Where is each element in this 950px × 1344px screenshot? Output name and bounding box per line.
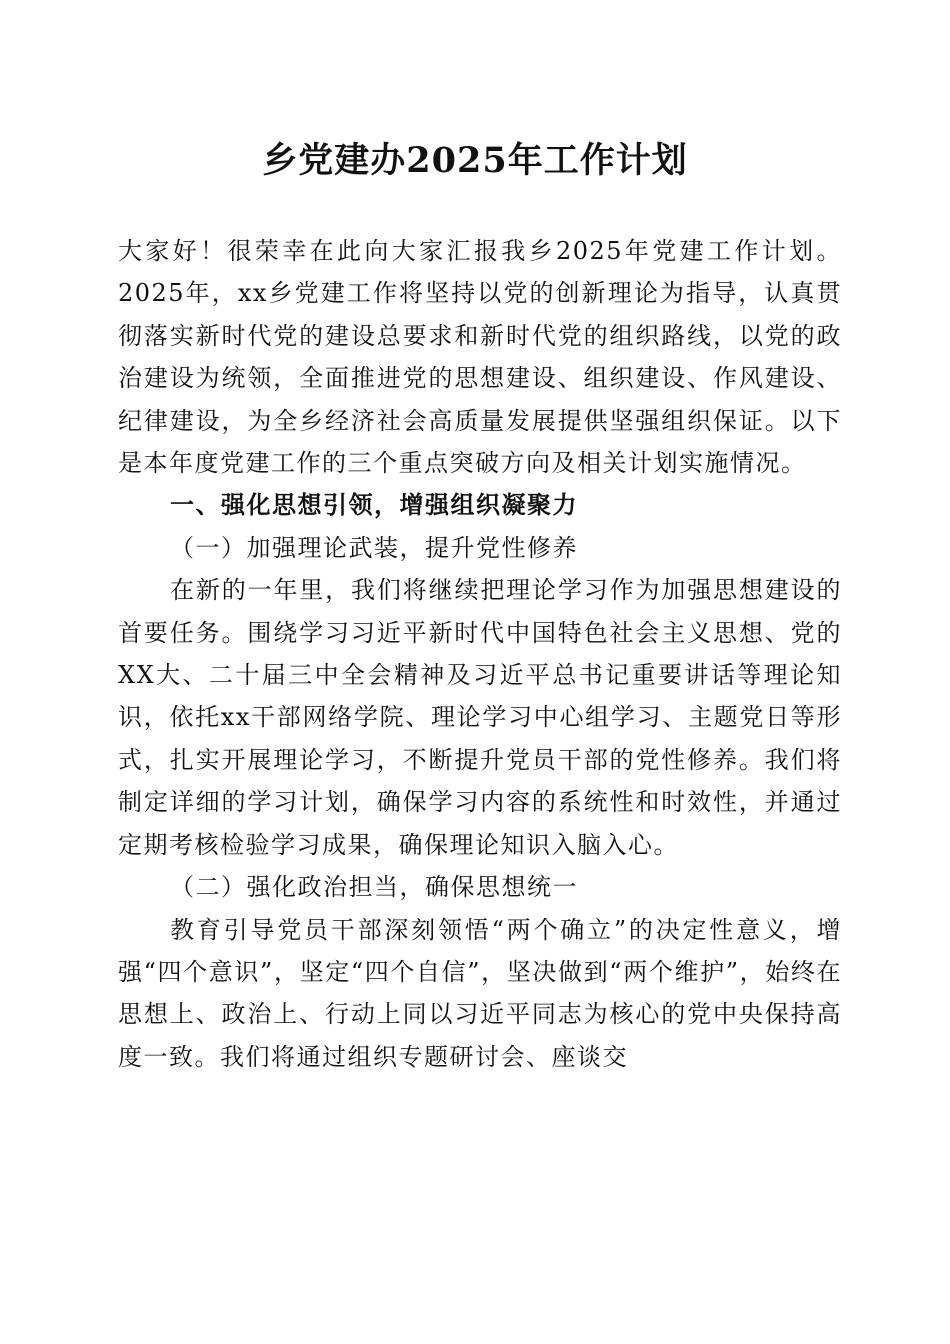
subsection-heading: （一）加强理论武装，提升党性修养 xyxy=(170,533,578,562)
subsection-heading: （二）强化政治担当，确保思想统一 xyxy=(170,873,578,902)
document-body xyxy=(118,230,842,1078)
section-heading: 一、强化思想引领，增强组织凝聚力 xyxy=(170,491,578,520)
document-title: 乡党建办2025年工作计划 xyxy=(262,140,688,181)
body-paragraph: 在新的一年里，我们将继续把理论学习作为加强思想建设的首要任务。围绕学习习近平新时代中国特色社会主义思想、党的XX大、二十届三中全会精神及习近平总书记重要讲话等理论知识，依托xx干部网络学院、理论学习中心组学习、主题党日等形式，扎实开展理论学习，不断提升党员干部的党性修养。我们将制定详细的学习计划，确保学习内容的系统性和时效性，并通过定期考核检验学习成果，确保理论知识入脑入心。 xyxy=(118,576,842,859)
intro-paragraph: 大家好！很荣幸在此向大家汇报我乡2025年党建工作计划。2025年，xx乡党建工作将坚持以党的创新理论为指导，认真贯彻落实新时代党的建设总要求和新时代党的组织路线，以党的政治建设为统领，全面推进党的思想建设、组织建设、作风建设、纪律建设，为全乡经济社会高质量发展提供坚强组织保证。以下是本年度党建工作的三个重点突破方向及相关计划实施情况。 xyxy=(118,237,842,478)
body-paragraph: 教育引导党员干部深刻领悟“两个确立”的决定性意义，增强“四个意识”，坚定“四个自信”，坚决做到“两个维护”，始终在思想上、政治上、行动上同以习近平同志为核心的党中央保持高度一致。我们将通过组织专题研讨会、座谈交 xyxy=(118,915,842,1071)
